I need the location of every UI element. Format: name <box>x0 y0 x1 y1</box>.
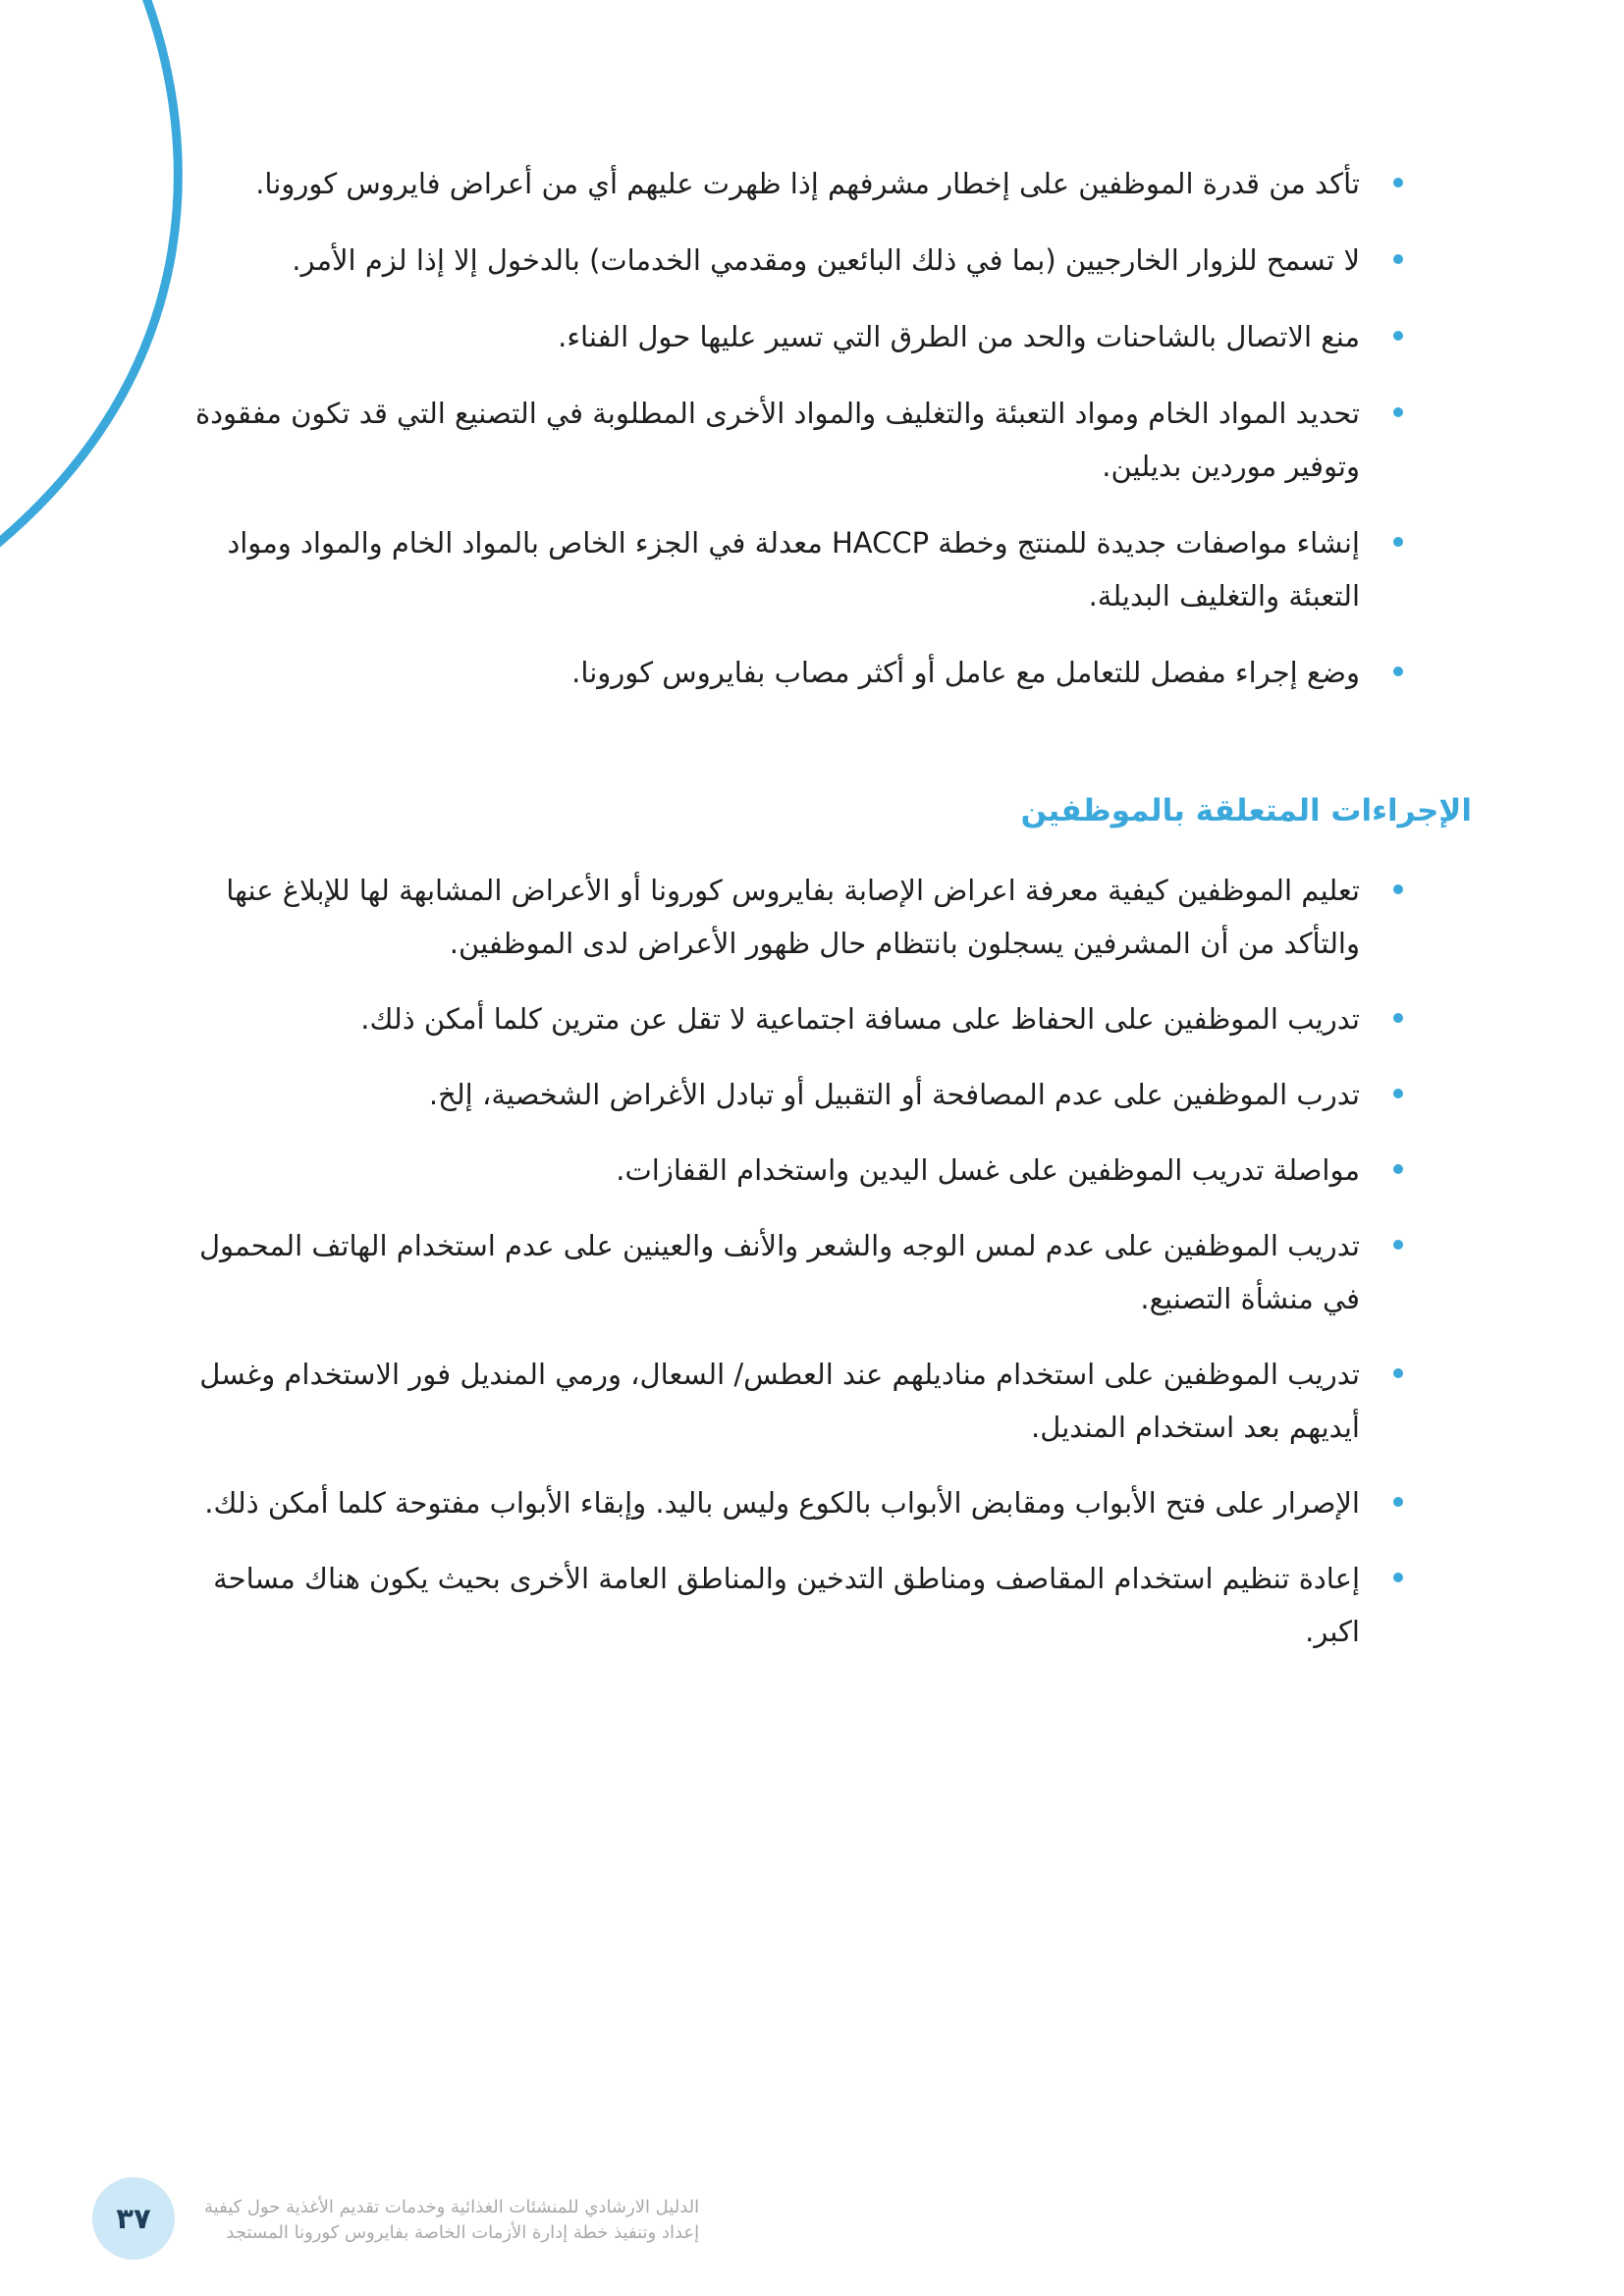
list-item-text: لا تسمح للزوار الخارجيين (بما في ذلك البائعين ومقدمي الخدمات) بالدخول إلا إذا لزم الأمر. <box>292 243 1360 277</box>
list-item <box>186 1348 1403 1454</box>
list-item-text: مواصلة تدريب الموظفين على غسل اليدين واستخدام القفازات. <box>616 1153 1360 1187</box>
requirements-list <box>166 157 1403 722</box>
list-item-text: الإصرار على فتح الأبواب ومقابض الأبواب بالكوع وليس باليد. وإبقاء الأبواب مفتوحة كلما أمكن ذلك. <box>204 1486 1360 1520</box>
list-item <box>186 992 1403 1045</box>
list-item <box>166 646 1403 699</box>
bullet-icon <box>1393 667 1403 676</box>
list-item-text: إنشاء مواصفات جديدة للمنتج وخطة HACCP معدلة في الجزء الخاص بالمواد الخام والمواد ومواد التعبئة والتغليف البديلة. <box>227 526 1360 613</box>
footer-line: إعداد وتنفيذ خطة إدارة الأزمات الخاصة بفايروس كورونا المستجد <box>226 2222 700 2243</box>
list-item <box>166 234 1403 287</box>
bullet-icon <box>1393 1164 1403 1174</box>
bullet-icon <box>1393 254 1403 264</box>
bullet-icon <box>1393 1240 1403 1250</box>
list-item-text: وضع إجراء مفصل للتعامل مع عامل أو أكثر مصاب بفايروس كورونا. <box>571 656 1360 689</box>
list-item <box>166 157 1403 210</box>
bullet-icon <box>1393 178 1403 187</box>
section-heading: الإجراءات المتعلقة بالموظفين <box>1020 793 1472 828</box>
list-item-text: تدريب الموظفين على استخدام مناديلهم عند العطس/ السعال، ورمي المنديل فور الاستخدام وغسل أيديهم بعد استخدام المنديل. <box>199 1358 1360 1444</box>
list-item-text: تدرب الموظفين على عدم المصافحة أو التقبيل أو تبادل الأغراض الشخصية، إلخ. <box>428 1078 1360 1111</box>
list-item <box>166 387 1403 493</box>
footer-caption <box>204 2195 699 2246</box>
list-item-text: تأكد من قدرة الموظفين على إخطار مشرفهم إذا ظهرت عليهم أي من أعراض فايروس كورونا. <box>255 167 1360 200</box>
bullet-icon <box>1393 1013 1403 1023</box>
bullet-icon <box>1393 331 1403 341</box>
list-item-text: تدريب الموظفين على الحفاظ على مسافة اجتماعية لا تقل عن مترين كلما أمكن ذلك. <box>360 1002 1360 1036</box>
bullet-icon <box>1393 1573 1403 1582</box>
bullet-icon <box>1393 884 1403 894</box>
list-item <box>186 1219 1403 1325</box>
page-number: ٣٧ <box>116 2202 151 2235</box>
list-item <box>186 864 1403 970</box>
list-item-text: إعادة تنظيم استخدام المقاصف ومناطق التدخين والمناطق العامة الأخرى بحيث يكون هناك مساحة اكبر. <box>213 1562 1360 1648</box>
bullet-icon <box>1393 1368 1403 1378</box>
list-item <box>166 516 1403 622</box>
list-item-text: تعليم الموظفين كيفية معرفة اعراض الإصابة بفايروس كورونا أو الأعراض المشابهة لها للإبلاغ عنها والتأكد من أن المشرفين يسجلون بانتظام حال ظهور الأعراض لدى الموظفين. <box>226 874 1360 960</box>
list-item-text: تحديد المواد الخام ومواد التعبئة والتغليف والمواد الأخرى المطلوبة في التصنيع التي قد تكون مفقودة وتوفير موردين بديلين. <box>194 397 1360 483</box>
bullet-icon <box>1393 1089 1403 1098</box>
list-item-text: تدريب الموظفين على عدم لمس الوجه والشعر والأنف والعينين على عدم استخدام الهاتف المحمول في منشأة التصنيع. <box>198 1229 1360 1315</box>
page-number-badge <box>92 2177 175 2260</box>
list-item <box>186 1552 1403 1658</box>
list-item-text: منع الاتصال بالشاحنات والحد من الطرق التي تسير عليها حول الفناء. <box>558 320 1360 353</box>
bullet-icon <box>1393 537 1403 547</box>
bullet-icon <box>1393 407 1403 417</box>
list-item <box>186 1068 1403 1121</box>
footer-line: الدليل الارشادي للمنشئات الغذائية وخدمات تقديم الأغذية حول كيفية <box>204 2197 700 2217</box>
employee-measures-list <box>186 864 1403 1681</box>
list-item <box>166 310 1403 363</box>
list-item <box>186 1476 1403 1529</box>
bullet-icon <box>1393 1497 1403 1507</box>
list-item <box>186 1144 1403 1197</box>
